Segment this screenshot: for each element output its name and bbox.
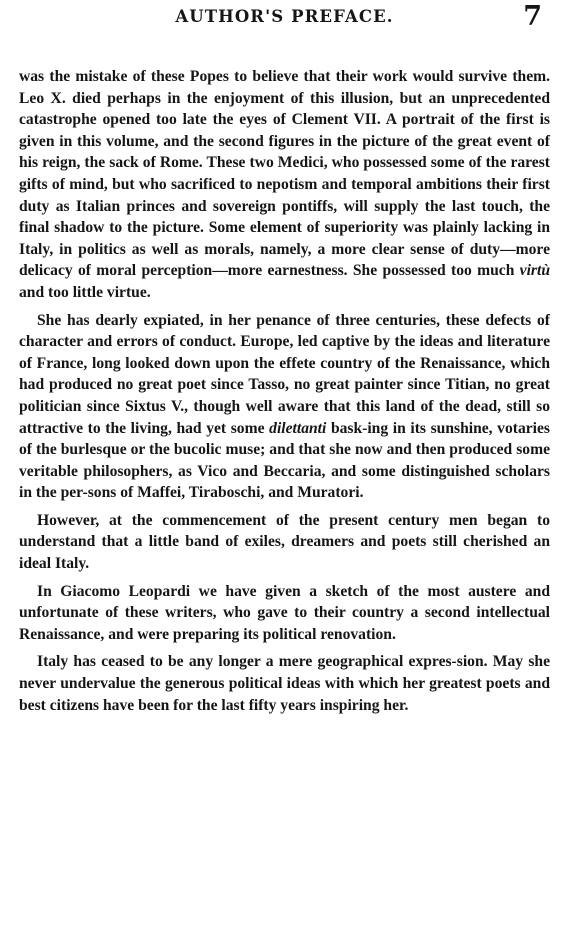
paragraph-2-italic-dilettanti: dilettanti — [269, 419, 327, 437]
paragraph-1-text-1: was the mistake of these Popes to believe that their work would survive them. Leo X. died perhaps in the enjoyment of this illusion, but an unprecedented catastrophe opened too late the eyes of Clement VII. A portrait of the first is given in this volume, and the second figures in the picture of the great event of his reign, the sack of Rome. These two Medici, who possessed some of the rarest gifts of mind, but who sacrificed to nepotism and temporal ambitions their first duty as Italian princes and sovereign pontiffs, will supply the last touch, the final shadow to the picture. Some element of superiority was plainly lacking in Italy, in politics as well as morals, namely, a more clear sense of duty—more delicacy of moral perception—more earnestness. She possessed too much — [19, 68, 550, 280]
paragraph-2-text-1: She has dearly expiated, in her penance of three centuries, these defects of character and errors of conduct. Europe, led captive by the ideas and literature of France, long looked down upon the effete country of the Renaissance, which had produced no great poet since Tasso, no great painter since Titian, no great politician since Sixtus V., though well aware that this land of the dead, still so attractive to the living, had yet some — [19, 311, 550, 437]
paragraph-4 — [19, 581, 550, 646]
paragraph-1 — [19, 66, 550, 304]
paragraph-3 — [19, 510, 550, 575]
paragraph-2-text-2: bask-ing in its sunshine, votaries of the burlesque or the bucolic muse; and that she now and then produced some veritable philosophers, as Vico and Beccaria, and some distinguished scholars in the per-sons of Maffei, Tiraboschi, and Muratori. — [19, 419, 551, 502]
page-number: 7 — [523, 1, 542, 32]
paragraph-1-italic-virtu: virtù — [519, 262, 550, 280]
paragraph-4-text-1: In Giacomo Leopardi we have given a sketch of the most austere and unfortunate of these writers, who gave to their country a second intellectual Renaissance, and were preparing its political renovation. — [19, 582, 550, 643]
running-header — [19, 0, 550, 58]
running-title: AUTHOR'S PREFACE. — [175, 7, 394, 26]
body-text — [19, 66, 550, 722]
paragraph-3-text-1: However, at the commencement of the present century men began to understand that a little band of exiles, dreamers and poets still cherished an ideal Italy. — [19, 511, 550, 573]
paragraph-2 — [19, 310, 550, 504]
paragraph-1-text-2: and too little virtue. — [19, 283, 151, 301]
paragraph-5 — [19, 651, 550, 716]
paragraph-5-text-1: Italy has ceased to be any longer a mere geographical expres-sion. May she never undervalue the generous political ideas with which her greatest poets and best citizens have been for the last fifty years inspiring her. — [19, 653, 550, 714]
